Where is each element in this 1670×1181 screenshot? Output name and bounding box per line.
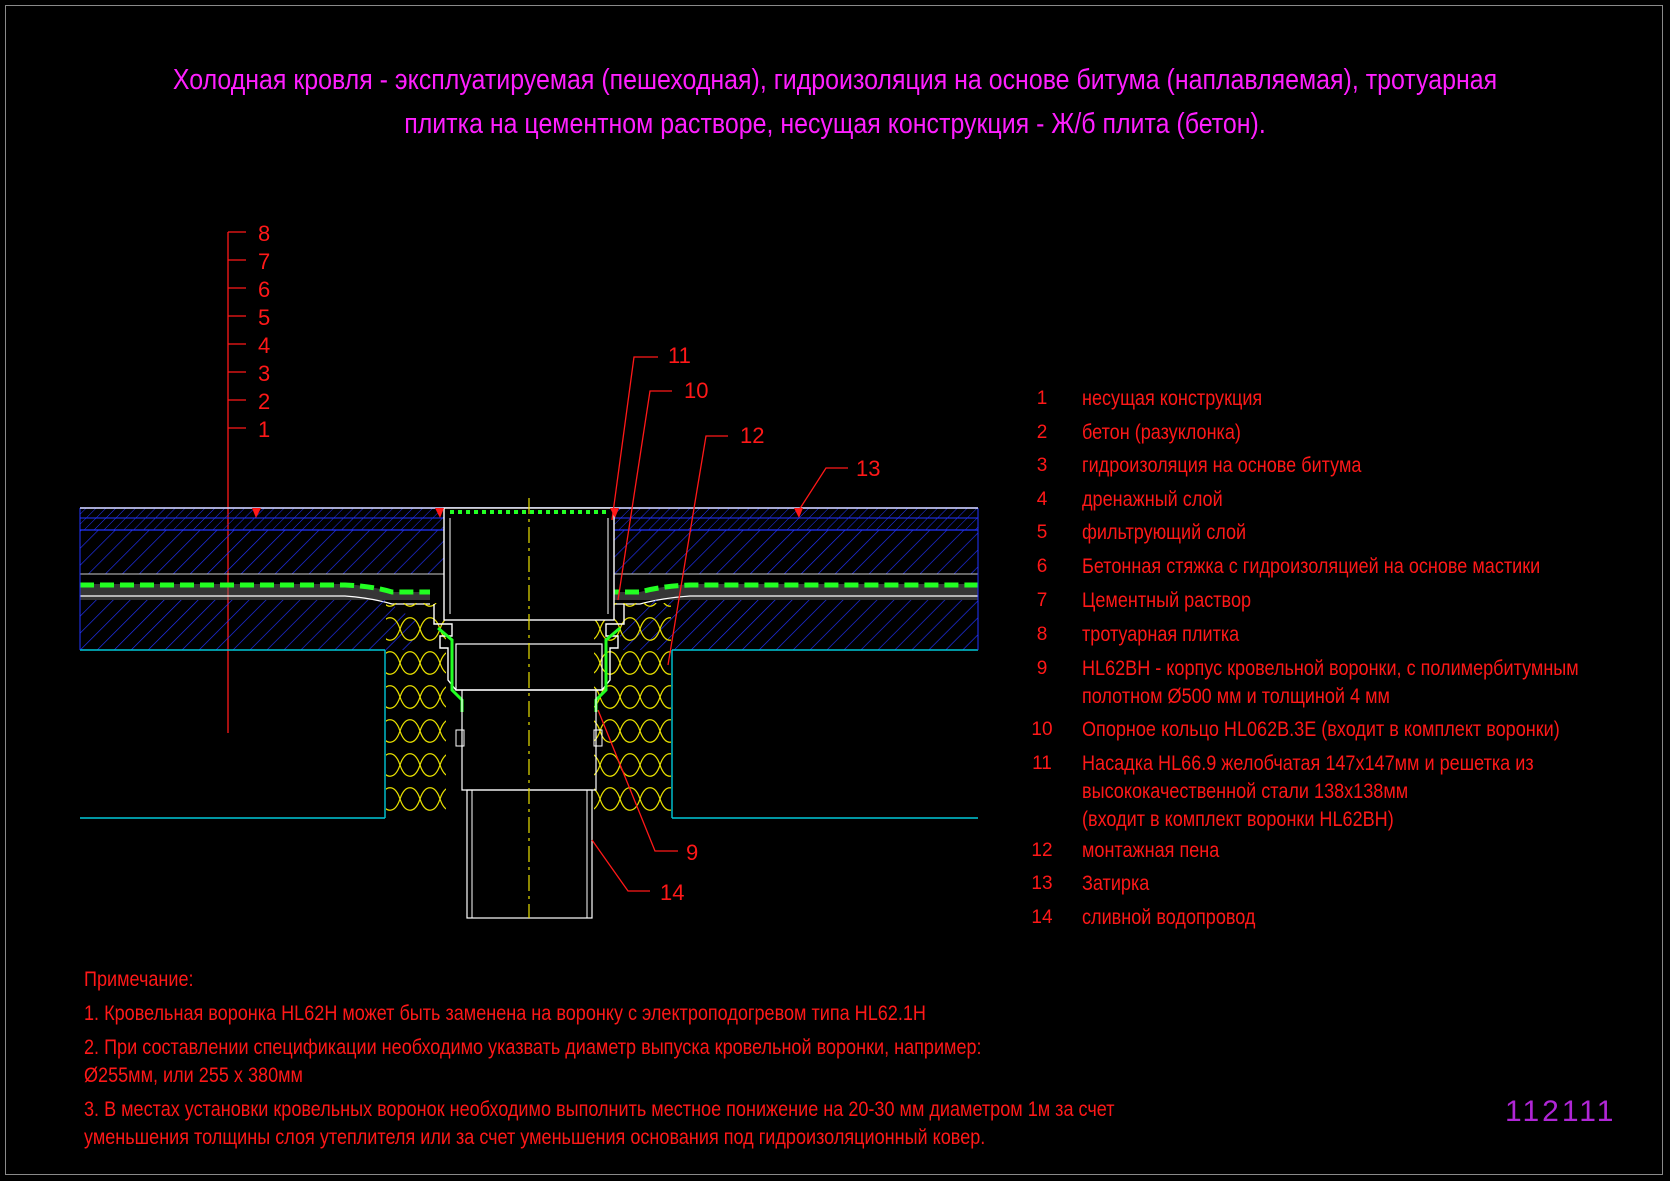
legend-text: гидроизоляция на основе битума bbox=[1082, 454, 1362, 477]
legend-number: 8 bbox=[1036, 624, 1048, 645]
legend-text: высококачественной стали 138х138мм bbox=[1082, 780, 1409, 803]
callout-number: 13 bbox=[856, 456, 881, 481]
legend-text: монтажная пена bbox=[1082, 839, 1220, 862]
notes bbox=[84, 966, 1114, 1152]
legend-text: дренажный слой bbox=[1082, 488, 1223, 511]
layer-scale-number: 2 bbox=[258, 389, 271, 414]
legend-number: 7 bbox=[1036, 590, 1048, 611]
support-ring bbox=[438, 628, 620, 712]
layer-scale bbox=[228, 221, 270, 733]
legend-number: 14 bbox=[1031, 907, 1053, 928]
layer-scale-number: 4 bbox=[258, 333, 271, 358]
note-item: Ø255мм, или 255 х 380мм bbox=[84, 1064, 303, 1087]
legend-text: Опорное кольцо HL062B.3E (входит в комплект воронки) bbox=[1082, 718, 1560, 741]
legend-text: сливной водопровод bbox=[1082, 906, 1256, 929]
layer-scale-number: 8 bbox=[258, 221, 271, 246]
note-item: 2. При составлении спецификации необходимо указвать диаметр выпуска кровельной воронки, например: bbox=[84, 1036, 982, 1059]
legend-text: несущая конструкция bbox=[1082, 387, 1263, 410]
legend-text: (входит в комплект воронки HL62BH) bbox=[1082, 808, 1394, 831]
legend-text: Насадка HL66.9 желобчатая 147х147мм и решетка из bbox=[1082, 752, 1534, 775]
callout-number: 9 bbox=[686, 840, 699, 865]
legend-text: Бетонная стяжка с гидроизоляцией на основе мастики bbox=[1082, 555, 1541, 578]
legend-text: тротуарная плитка bbox=[1082, 623, 1240, 646]
legend-number: 4 bbox=[1036, 489, 1048, 510]
callout-number: 10 bbox=[684, 378, 709, 403]
layer-scale-number: 6 bbox=[258, 277, 271, 302]
legend-text: Цементный раствор bbox=[1082, 589, 1252, 612]
legend-text: полотном Ø500 мм и толщиной 4 мм bbox=[1082, 685, 1390, 708]
legend-number: 12 bbox=[1031, 840, 1053, 861]
note-item: 1. Кровельная воронка HL62H может быть заменена на воронку с электроподогревом типа HL62.1H bbox=[84, 1002, 926, 1025]
legend-number: 2 bbox=[1036, 422, 1048, 443]
layer-scale-number: 3 bbox=[258, 361, 271, 386]
note-item: 3. В местах установки кровельных воронок необходимо выполнить местное понижение на 20-30 мм диаметром 1м за счет bbox=[84, 1098, 1115, 1121]
drawing-code: 112111 bbox=[1505, 1095, 1617, 1128]
title-line-1: Холодная кровля - эксплуатируемая (пешеходная), гидроизоляция на основе битума (наплавляемая), тротуарная bbox=[172, 64, 1498, 96]
note-item: уменьшения толщины слоя утеплителя или за счет уменьшения основания под гидроизоляционный ковер. bbox=[84, 1126, 986, 1149]
layer-scale-number: 7 bbox=[258, 249, 271, 274]
legend-number: 10 bbox=[1031, 719, 1053, 740]
callout-number: 12 bbox=[740, 423, 765, 448]
legend-text: фильтрующий слой bbox=[1082, 521, 1247, 544]
layer-scale-number: 5 bbox=[258, 305, 271, 330]
legend-number: 1 bbox=[1036, 388, 1048, 409]
concrete-slope-right bbox=[620, 600, 978, 650]
legend-number: 5 bbox=[1036, 522, 1048, 543]
legend-text: бетон (разуклонка) bbox=[1082, 421, 1241, 444]
legend-number: 13 bbox=[1031, 873, 1053, 894]
legend-number: 9 bbox=[1036, 658, 1048, 679]
legend-number: 3 bbox=[1036, 455, 1048, 476]
title-line-2: плитка на цементном растворе, несущая конструкция - Ж/б плита (бетон). bbox=[404, 108, 1266, 140]
notes-heading: Примечание: bbox=[84, 968, 194, 991]
callout-number: 14 bbox=[660, 880, 685, 905]
legend-text: Затирка bbox=[1082, 872, 1150, 895]
legend-number: 6 bbox=[1036, 556, 1048, 577]
legend-text: HL62BH - корпус кровельной воронки, с полимербитумным bbox=[1082, 657, 1579, 680]
callout-number: 11 bbox=[668, 343, 691, 368]
concrete-slope-left bbox=[80, 600, 415, 650]
layer-scale-number: 1 bbox=[258, 417, 271, 442]
legend-number: 11 bbox=[1032, 753, 1052, 774]
